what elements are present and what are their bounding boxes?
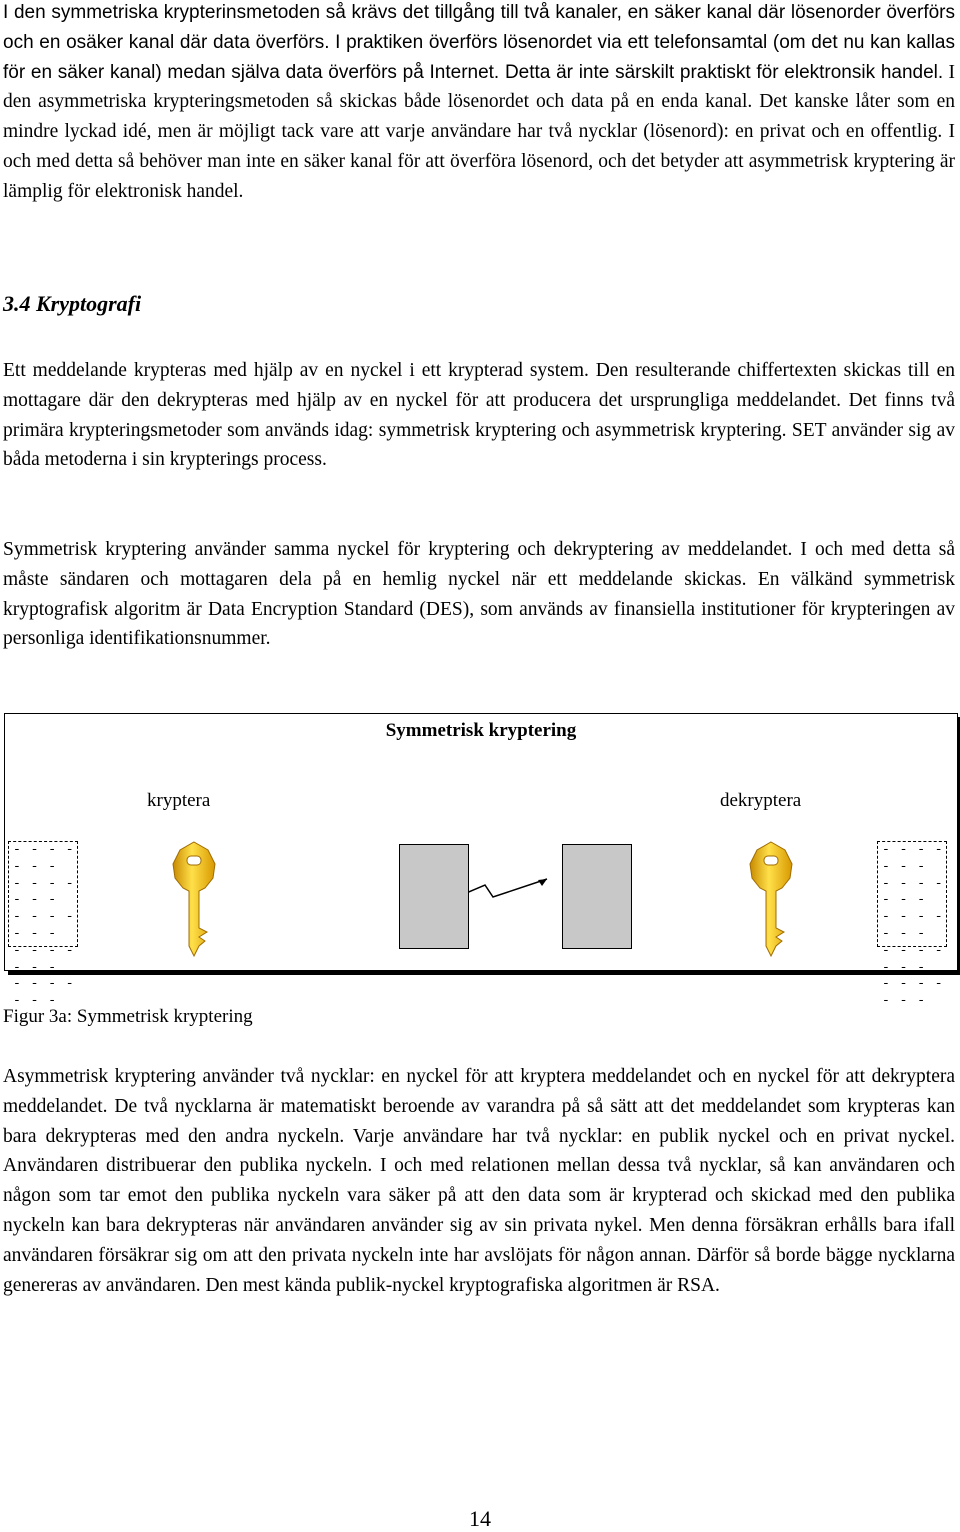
intro-text-sans: I den symmetriska krypterinsmetoden så krävs det tillgång till två kanaler, en säker kanal där lösenorder överförs och en osäker kanal där data överförs. I praktiken överförs lösenordet via ett telefonsamtal (om det nu kan kallas för en säker kanal) medan själva data överförs på Internet. Detta är inte särskilt praktiskt för elektronsik handel. <box>3 2 955 83</box>
section-heading: 3.4 Kryptografi <box>3 291 142 316</box>
figure-title: Symmetrisk kryptering <box>385 720 577 741</box>
encrypt-label: kryptera <box>147 790 211 811</box>
cryptography-paragraph: Ett meddelande krypteras med hjälp av en nyckel i ett krypterad system. Den resulterande chiffertexten skickas till en mottagare där den dekrypteras med hjälp av en nyckel för att producera det ursprungliga meddelandet. Det finns två primära krypteringsmetoder som används idag: symmetrisk kryptering och asymmetrisk kryptering. SET använder sig av båda metoderna i sin krypterings process. <box>3 360 955 471</box>
ciphertext-box-right <box>562 844 632 949</box>
decrypted-document <box>877 841 947 1009</box>
page-number: 14 <box>469 1506 491 1531</box>
text-line: - - - - - - - <box>882 909 944 941</box>
key-icon <box>740 840 802 958</box>
intro-paragraph <box>3 0 955 207</box>
text-line: - - - - - - - <box>13 976 75 1009</box>
decrypt-label: dekryptera <box>720 790 802 811</box>
key-icon <box>163 840 225 958</box>
intro-text-serif: I den asymmetriska krypteringsmetoden så skickas både lösenordet och data på en enda kanal. Det kanske låter som en mindre lyckad idé, men är möjligt tack vare att varje användare har två nycklar (lösenord): en privat och en offentlig. I och med detta så behöver man inte en säker kanal för att överföra lösenord, och det betyder att asymmetrisk kryptering är lämplig för elektronisk handel. <box>3 61 955 202</box>
text-line: - - - - - - - <box>13 909 75 941</box>
plaintext-document <box>8 841 78 1009</box>
asymmetric-paragraph: Asymmetrisk kryptering använder två nycklar: en nyckel för att kryptera meddelandet och en nyckel för att dekryptera meddelandet. De två nycklarna är matematiskt beroende av varandra på så sätt att det meddelandet som krypteras kan bara dekrypteras med den andra nyckeln. Varje användare har två nycklar: en publik nyckel och en privat nyckel. Användaren distribuerar den publika nyckeln. I och med relationen mellan dessa två nycklar, så kan användaren och någon som tar emot den publika nyckeln vara säker på att den data som är krypterad och skickad med den publika nyckeln kan bara dekrypteras när användaren använder sig av sin privata nykel. Men denna försäkran erhålls bara ifall användaren försäkrar sig om att den privata nyckeln inte har avslöjats för någon annan. Därför så borde bägge nycklarna genereras av användaren. Den mest kända publik-nyckel kryptografiska algoritmen är RSA. <box>3 1066 955 1296</box>
text-line: - - - - - - - <box>13 942 75 975</box>
symmetric-paragraph: Symmetrisk kryptering använder samma nyckel för kryptering och dekryptering av meddelandet. I och med detta så måste sändaren och mottagaren dela på en hemlig nyckel när ett meddelande skickas. En välkänd symmetrisk kryptografisk algoritm är Data Encryption Standard (DES), som används av finansiella institutioner för krypteringen av personliga identifikationsnummer. <box>3 539 955 650</box>
symmetric-encryption-figure <box>4 713 958 1009</box>
text-line: - - - - - - - <box>882 875 944 908</box>
text-line: - - - - - - - <box>13 842 75 874</box>
text-line: - - - - - - - <box>882 942 944 975</box>
figure-caption: Figur 3a: Symmetrisk kryptering <box>3 1006 253 1027</box>
text-line: - - - - - - - <box>882 976 944 1009</box>
text-line: - - - - - - - <box>882 842 944 874</box>
text-line: - - - - - - - <box>13 875 75 908</box>
ciphertext-box-left <box>399 844 469 949</box>
